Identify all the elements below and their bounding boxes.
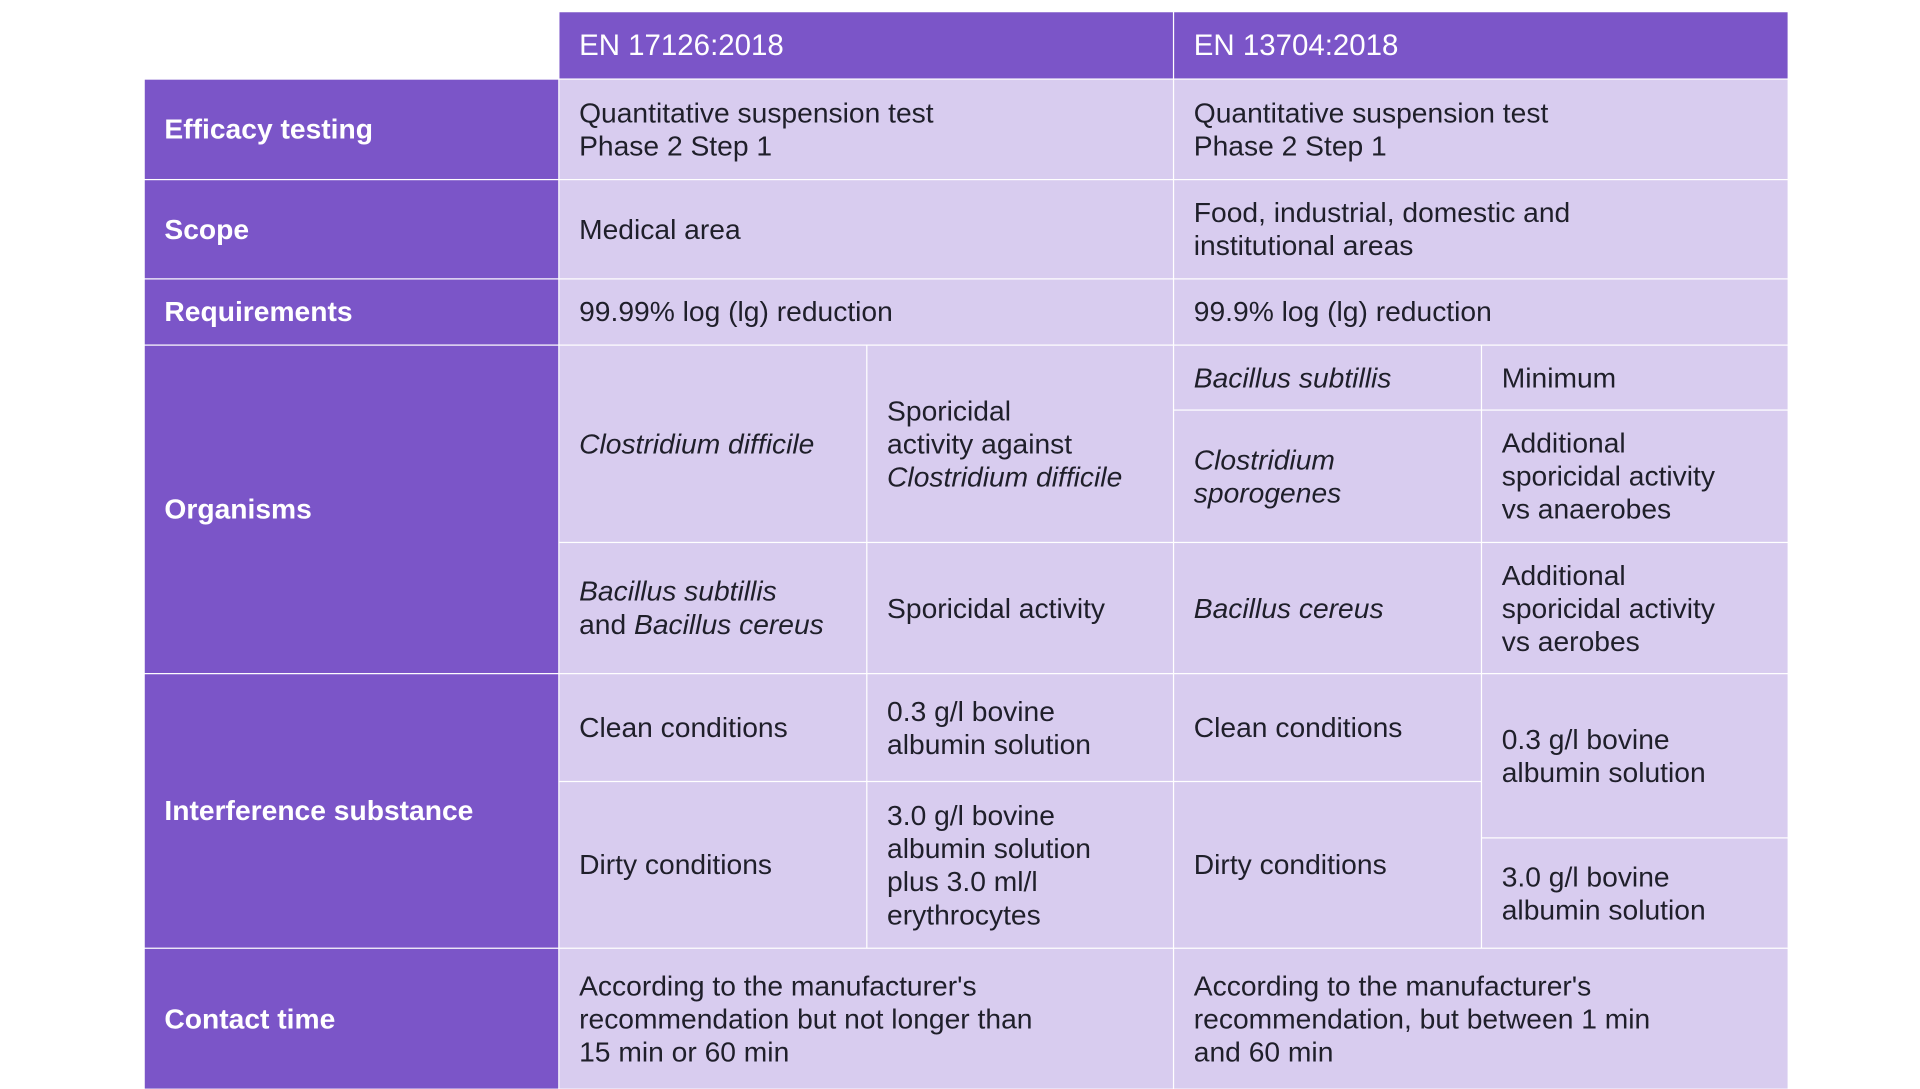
contact-line: 15 min or 60 min xyxy=(579,1035,790,1068)
contact-line: and 60 min xyxy=(1193,1035,1334,1068)
scope-en17126-text: Medical area xyxy=(579,212,741,245)
organism-line: sporogenes xyxy=(1193,476,1342,509)
row-label-contact xyxy=(145,949,558,1089)
scope-en17126 xyxy=(559,180,1172,278)
condition-text: Dirty conditions xyxy=(579,848,773,881)
row-label-efficacy-text: Efficacy testing xyxy=(164,112,373,145)
row-label-scope-text: Scope xyxy=(164,212,250,245)
activity-text: Sporicidal activity xyxy=(887,591,1106,624)
contact-line: recommendation, but between 1 min xyxy=(1193,1002,1651,1035)
interference-en17126-dirty xyxy=(559,782,866,947)
organism-line-mixed xyxy=(579,608,846,641)
activity-organism: Clostridium difficile xyxy=(887,460,1123,493)
organism-name: Bacillus subtillis xyxy=(579,574,777,607)
requirements-en13704-text: 99.9% log (lg) reduction xyxy=(1193,295,1492,328)
condition-text: Clean conditions xyxy=(1193,711,1403,743)
activity-en17126-2 xyxy=(867,543,1172,673)
interference-en13704-clean xyxy=(1174,674,1481,781)
activity-line: activity against xyxy=(887,427,1073,460)
interference-en13704-clean-value xyxy=(1482,674,1787,837)
substance-line: plus 3.0 ml/l xyxy=(887,864,1038,897)
activity-line: vs anaerobes xyxy=(1501,492,1672,525)
efficacy-en13704 xyxy=(1174,80,1787,179)
efficacy-en17126-line: Phase 2 Step 1 xyxy=(579,129,773,162)
requirements-en17126-text: 99.99% log (lg) reduction xyxy=(579,295,893,328)
contact-en17126 xyxy=(559,949,1172,1089)
header-en17126-text: EN 17126:2018 xyxy=(579,28,784,62)
activity-line: sporicidal activity xyxy=(1501,591,1716,624)
comparison-table xyxy=(145,12,1783,1067)
row-label-requirements xyxy=(145,280,558,345)
interference-en17126-clean-value xyxy=(867,674,1172,781)
interference-en17126-clean xyxy=(559,674,866,781)
organism-en13704-3 xyxy=(1174,543,1481,673)
condition-text: Dirty conditions xyxy=(1193,848,1387,881)
substance-line: erythrocytes xyxy=(887,897,1041,930)
header-en17126 xyxy=(559,12,1172,78)
substance-line: 3.0 g/l bovine xyxy=(1501,859,1670,892)
organism-name: Bacillus cereus xyxy=(1193,591,1384,624)
activity-line: sporicidal activity xyxy=(1501,459,1716,492)
scope-en13704 xyxy=(1174,180,1787,278)
organism-en13704-1 xyxy=(1174,346,1481,410)
organism-en13704-2 xyxy=(1174,411,1481,542)
organism-name: Bacillus cereus xyxy=(634,608,824,640)
efficacy-en17126-line: Quantitative suspension test xyxy=(579,96,934,129)
organism-name: Clostridium difficile xyxy=(579,427,815,460)
activity-line: Additional xyxy=(1501,558,1626,591)
row-label-requirements-text: Requirements xyxy=(164,295,353,328)
interference-en17126-dirty-value xyxy=(867,782,1172,947)
row-label-organisms xyxy=(145,346,558,673)
efficacy-en17126 xyxy=(559,80,1172,179)
efficacy-en13704-line: Quantitative suspension test xyxy=(1193,96,1549,129)
requirements-en13704 xyxy=(1174,280,1787,345)
activity-text: Minimum xyxy=(1501,361,1617,393)
row-label-efficacy xyxy=(145,80,558,179)
organism-en17126-1 xyxy=(559,346,866,542)
substance-line: 0.3 g/l bovine xyxy=(887,694,1055,727)
row-label-scope xyxy=(145,180,558,278)
requirements-en17126 xyxy=(559,280,1172,345)
row-label-contact-text: Contact time xyxy=(164,1002,336,1035)
organism-name: Bacillus subtillis xyxy=(1193,361,1392,393)
header-blank-cell xyxy=(145,12,558,78)
activity-en13704-2 xyxy=(1482,411,1787,542)
row-label-organisms-text: Organisms xyxy=(164,492,312,525)
row-label-interference-text: Interference substance xyxy=(164,794,474,827)
substance-line: albumin solution xyxy=(887,831,1091,864)
substance-line: 0.3 g/l bovine xyxy=(1501,722,1670,755)
organism-conjunction: and xyxy=(579,608,635,640)
condition-text: Clean conditions xyxy=(579,711,788,743)
organism-en17126-2 xyxy=(559,543,866,673)
substance-line: albumin solution xyxy=(1501,893,1706,925)
row-label-interference xyxy=(145,674,558,947)
activity-en13704-1 xyxy=(1482,346,1787,410)
substance-line: albumin solution xyxy=(887,727,1091,760)
organism-line: Clostridium xyxy=(1193,443,1335,476)
substance-line: 3.0 g/l bovine xyxy=(887,798,1055,831)
contact-line: recommendation but not longer than xyxy=(579,1002,1033,1035)
interference-en13704-dirty-value xyxy=(1482,839,1787,948)
activity-en17126-1 xyxy=(867,346,1172,542)
activity-line: Additional xyxy=(1501,426,1626,459)
activity-line: vs aerobes xyxy=(1501,624,1640,657)
header-en13704-text: EN 13704:2018 xyxy=(1193,28,1399,62)
interference-en13704-dirty xyxy=(1174,782,1481,947)
contact-line: According to the manufacturer's xyxy=(1193,969,1592,1001)
contact-en13704 xyxy=(1174,949,1787,1089)
header-en13704 xyxy=(1174,12,1787,78)
activity-line: Sporicidal xyxy=(887,394,1011,427)
scope-en13704-line: institutional areas xyxy=(1193,229,1414,262)
efficacy-en13704-line: Phase 2 Step 1 xyxy=(1193,129,1387,162)
contact-line: According to the manufacturer's xyxy=(579,969,977,1001)
activity-en13704-3 xyxy=(1482,543,1787,673)
scope-en13704-line: Food, industrial, domestic and xyxy=(1193,196,1571,229)
substance-line: albumin solution xyxy=(1501,755,1706,788)
